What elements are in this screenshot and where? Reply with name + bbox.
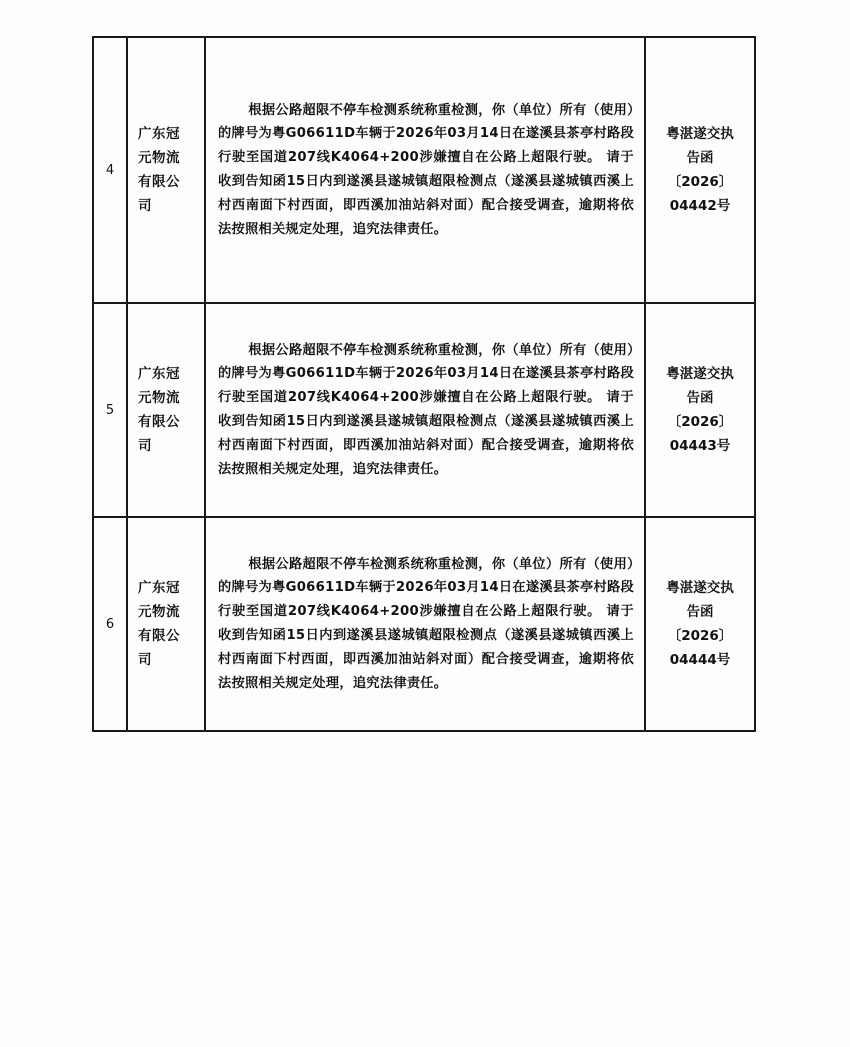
company-name: 广东冠元物流有限公司	[138, 580, 180, 668]
row-number: 5	[93, 303, 127, 517]
table-row	[93, 303, 755, 517]
reference-cell	[645, 303, 755, 517]
notice-table	[92, 36, 756, 732]
row-number: 4	[93, 37, 127, 303]
content-cell	[205, 303, 645, 517]
content-cell	[205, 37, 645, 303]
violation-text: 根据公路超限不停车检测系统称重检测，你（单位）所有（使用）的牌号为粤G06611D车辆于2026年03月14日在遂溪县茶亭村路段行驶至国道207线K4064+200涉嫌擅自在公路上超限行驶。 请于收到告知函15日内到遂溪县遂城镇超限检测点（遂溪县遂城镇西溪上村西南面下村西面，即西溪加油站斜对面）配合接受调查，逾期将依法按照相关规定处理，追究法律责任。	[218, 556, 634, 691]
reference-line: 〔2026〕	[667, 174, 733, 190]
reference-cell	[645, 517, 755, 731]
company-name: 广东冠元物流有限公司	[138, 366, 180, 454]
row-number: 6	[93, 517, 127, 731]
company-cell	[127, 303, 205, 517]
reference-line: 〔2026〕	[667, 628, 733, 644]
company-name: 广东冠元物流有限公司	[138, 126, 180, 214]
reference-line: 〔2026〕	[667, 414, 733, 430]
table-row	[93, 517, 755, 731]
reference-line: 04443号	[669, 438, 731, 454]
content-cell	[205, 517, 645, 731]
reference-line: 粤湛遂交执	[666, 366, 734, 382]
reference-line: 告函	[686, 390, 714, 406]
reference-line: 粤湛遂交执	[666, 580, 734, 596]
table-row	[93, 37, 755, 303]
reference-line: 告函	[686, 150, 714, 166]
reference-line: 04442号	[669, 198, 731, 214]
violation-text: 根据公路超限不停车检测系统称重检测，你（单位）所有（使用）的牌号为粤G06611D车辆于2026年03月14日在遂溪县茶亭村路段行驶至国道207线K4064+200涉嫌擅自在公路上超限行驶。 请于收到告知函15日内到遂溪县遂城镇超限检测点（遂溪县遂城镇西溪上村西南面下村西面，即西溪加油站斜对面）配合接受调查，逾期将依法按照相关规定处理，追究法律责任。	[218, 342, 634, 477]
violation-text: 根据公路超限不停车检测系统称重检测，你（单位）所有（使用）的牌号为粤G06611D车辆于2026年03月14日在遂溪县茶亭村路段行驶至国道207线K4064+200涉嫌擅自在公路上超限行驶。 请于收到告知函15日内到遂溪县遂城镇超限检测点（遂溪县遂城镇西溪上村西南面下村西面，即西溪加油站斜对面）配合接受调查，逾期将依法按照相关规定处理，追究法律责任。	[218, 102, 634, 237]
reference-cell	[645, 37, 755, 303]
company-cell	[127, 37, 205, 303]
reference-line: 粤湛遂交执	[666, 126, 734, 142]
reference-line: 告函	[686, 604, 714, 620]
company-cell	[127, 517, 205, 731]
reference-line: 04444号	[669, 652, 731, 668]
